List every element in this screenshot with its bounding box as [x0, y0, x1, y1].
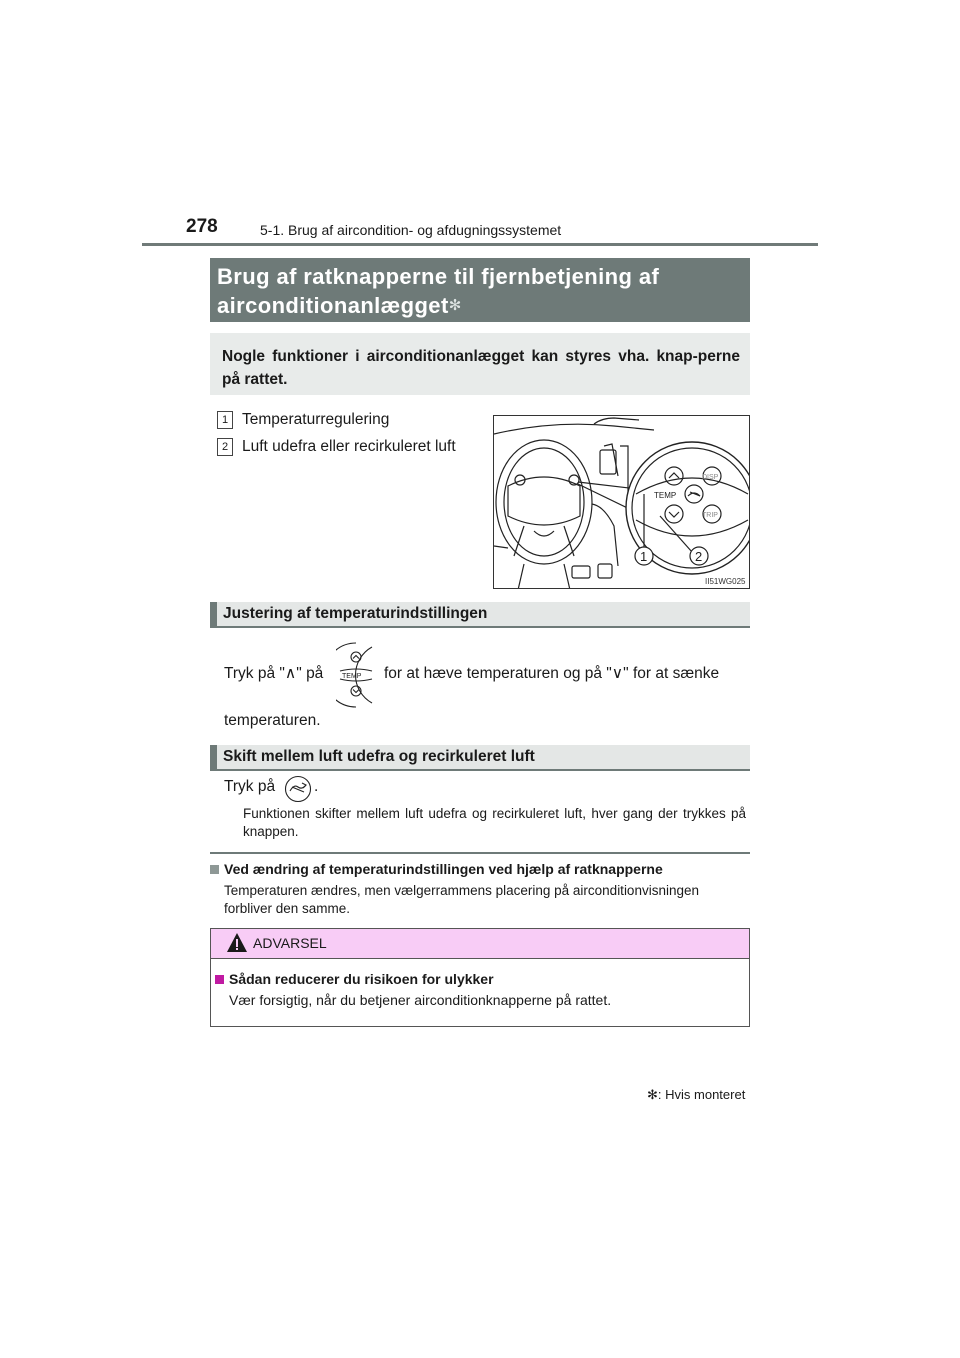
asterisk-marker: ✻: [647, 1087, 658, 1102]
temp-button-label: TEMP: [654, 491, 677, 500]
air-note: Funktionen skifter mellem luft udefra og recirkuleret luft, hver gang der trykkes på knappen.: [243, 806, 746, 839]
callout-label-2: Luft udefra eller recirkuleret luft: [242, 438, 456, 455]
section-title-air: Skift mellem luft udefra og recirkuleret luft: [223, 748, 535, 765]
temp-button-icon: [336, 641, 376, 709]
header-rule: [142, 243, 818, 246]
footnote-text: : Hvis monteret: [657, 1087, 746, 1102]
disp-button-label: DISP: [702, 474, 719, 481]
section-accent: [210, 602, 217, 628]
trip-button-label: TRIP: [702, 512, 718, 519]
square-bullet-icon: [210, 865, 219, 874]
section-accent: [210, 745, 217, 771]
section-bar-temperature: [210, 602, 750, 628]
warning-heading-row: [215, 971, 494, 987]
figure-code: II51WG025: [705, 577, 746, 586]
section-title-temperature: Justering af temperaturindstillingen: [223, 605, 488, 622]
page-number: 278: [186, 216, 218, 237]
recirculation-button-icon: [284, 775, 312, 803]
figure-callout-2: 2: [695, 549, 703, 564]
section-header: 5-1. Brug af aircondition- og afdugningssystemet: [260, 222, 562, 238]
steering-wheel-figure: [493, 415, 750, 589]
warning-text: Vær forsigtig, når du betjener airconditionknapperne på rattet.: [229, 992, 612, 1008]
warning-triangle-icon: [226, 932, 248, 954]
footnote: [647, 1087, 745, 1103]
asterisk-marker: ✻: [448, 297, 462, 314]
temp-instruction-line2: temperaturen.: [224, 712, 321, 729]
callout-label-1: Temperaturregulering: [242, 411, 390, 428]
temp-instruction-start: Tryk på "∧" på: [224, 665, 324, 682]
temp-instruction-end: for at hæve temperaturen og på "∨" for at sænke: [384, 665, 720, 682]
intro-text: Nogle funktioner i airconditionanlægget kan styres vha. knap-perne på rattet.: [222, 348, 740, 388]
warning-label: ADVARSEL: [253, 935, 327, 951]
figure-callout-1: 1: [640, 549, 648, 564]
divider: [210, 852, 750, 854]
callout-number-2: 2: [217, 438, 233, 456]
page-title: [217, 262, 737, 320]
air-instruction-end: .: [314, 778, 319, 795]
info-text: Temperaturen ændres, men vælgerrammens placering på airconditionvisningen forbliver den samme.: [224, 883, 699, 916]
info-heading: Ved ændring af temperaturindstillingen ved hjælp af ratknapperne: [224, 861, 663, 877]
warning-heading: Sådan reducerer du risikoen for ulykker: [229, 971, 494, 987]
steering-wheel-illustration: [494, 416, 750, 589]
info-heading-row: [210, 861, 663, 877]
page-title-text: Brug af ratknapperne til fjernbetjening af airconditionanlægget: [217, 264, 660, 318]
callout-number-1: 1: [217, 411, 233, 429]
square-bullet-icon: [215, 975, 224, 984]
temp-icon-label: TEMP: [342, 673, 362, 680]
air-instruction-start: Tryk på: [224, 778, 276, 795]
section-bar-air: [210, 745, 750, 771]
